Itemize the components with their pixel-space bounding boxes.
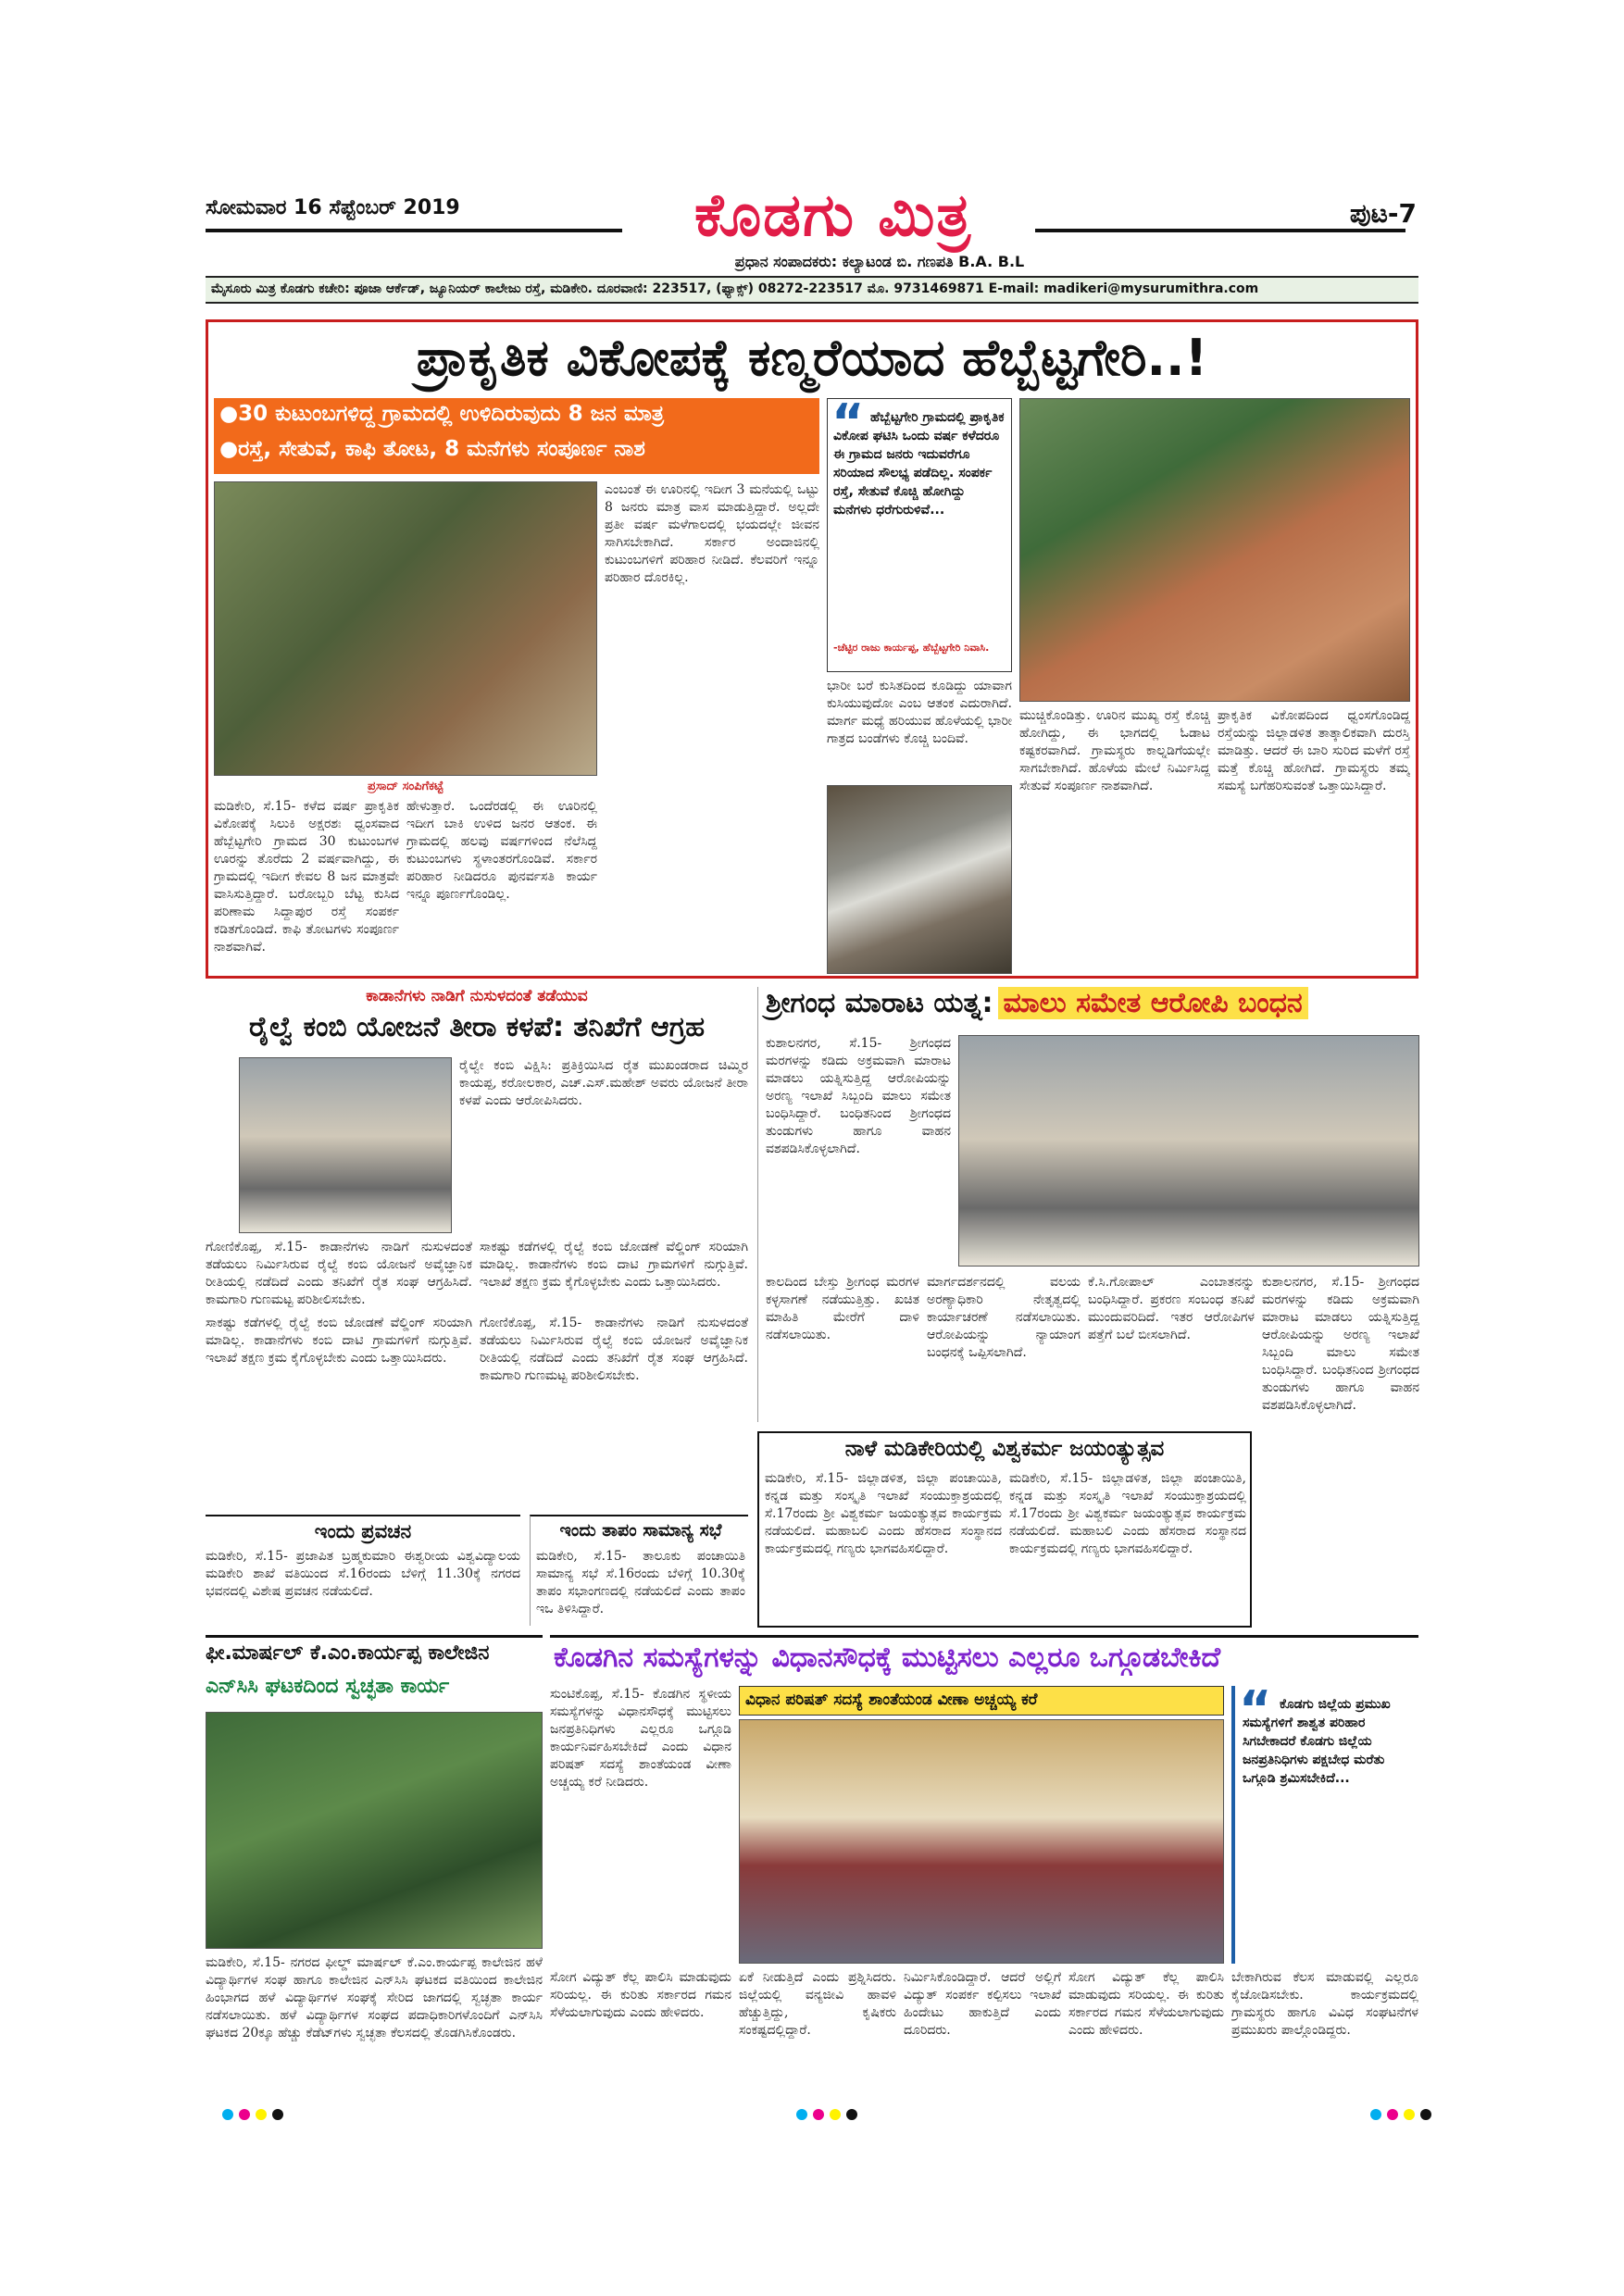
masthead: [0, 0, 1624, 306]
arrest-photo: [958, 1035, 1419, 1267]
railway-body-continued-2: ಗೋಣಿಕೊಪ್ಪ, ಸೆ.15- ಕಾಡಾನೆಗಳು ನಾಡಿಗೆ ನುಸುಳದಂತೆ ತಡೆಯಲು ನಿರ್ಮಿಸಿರುವ ರೈಲ್ವೆ ಕಂಬಿ ಯೋಜನೆ ಅವೈಜ್ಞಾನಿಕ ರೀತಿಯಲ್ಲಿ ನಡೆದಿದೆ ಎಂದು ತನಿಖೆಗೆ ರೈತ ಸಂಘ ಆಗ್ರಹಿಸಿದೆ. ಕಾಮಗಾರಿ ಗುಣಮಟ್ಟ ಪರಿಶೀಲಿಸಬೇಕು.: [480, 1316, 748, 1383]
sandal-story: [757, 987, 1418, 1422]
college-subhead: ಎನ್‌ಸಿಸಿ ಘಟಕದಿಂದ ಸ್ವಚ್ಛತಾ ಕಾರ್ಯ: [206, 1675, 450, 1698]
lead-body-col3: ಎಂಬಂತೆ ಈ ಊರಿನಲ್ಲಿ ಇದೀಗ 3 ಮನೆಯಲ್ಲಿ ಒಟ್ಟು 8 ಜನರು ಮಾತ್ರ ವಾಸ ಮಾಡುತ್ತಿದ್ದಾರೆ. ಅಲ್ಲದೇ ಪ್ರತೀ ವರ್ಷ ಮಳೆಗಾಲದಲ್ಲಿ ಭಯದಲ್ಲೇ ಜೀವನ ಸಾಗಿಸಬೇಕಾಗಿದೆ. ಸರ್ಕಾರ ಅಂದಾಜಿನಲ್ಲಿ ಕುಟುಂಬಗಳಿಗೆ ಪರಿಹಾರ ನೀಡಿದೆ. ಕೆಲವರಿಗೆ ಇನ್ನೂ ಪರಿಹಾರ ದೊರಕಿಲ್ಲ.: [605, 482, 819, 585]
lead-subhead-1: ●30 ಕುಟುಂಬಗಳಿದ್ದ ಗ್ರಾಮದಲ್ಲಿ ಉಳಿದಿರುವುದು 8 ಜನ ಮಾತ್ರ: [219, 402, 664, 426]
ncc-cleanup-photo: [206, 1712, 543, 1949]
issue-date: ಸೋಮವಾರ 16 ಸೆಪ್ಟೆಂಬರ್ 2019: [206, 196, 460, 219]
sandal-headline-black: ಶ್ರೀಗಂಧ ಮಾರಾಟ ಯತ್ನ:: [766, 987, 993, 1019]
sandal-body-1: ಕುಶಾಲನಗರ, ಸೆ.15- ಶ್ರೀಗಂಧದ ಮರಗಳನ್ನು ಕಡಿದು ಅಕ್ರಮವಾಗಿ ಮಾರಾಟ ಮಾಡಲು ಯತ್ನಿಸುತ್ತಿದ್ದ ಆರೋಪಿಯನ್ನು ಅರಣ್ಯ ಇಲಾಖೆ ಸಿಬ್ಬಂದಿ ಮಾಲು ಸಮೇತ ಬಂಧಿಸಿದ್ದಾರೆ. ಬಂಧಿತನಿಂದ ಶ್ರೀಗಂಧದ ತುಂಡುಗಳು ಹಾಗೂ ವಾಹನ ವಶಪಡಿಸಿಕೊಳ್ಳಲಾಗಿದೆ.: [766, 1036, 951, 1156]
lead-quote-author: -ಚೆಟ್ಟಿರ ರಾಜು ಕಾರ್ಯಪ್ಪ, ಹೆಬ್ಬೆಟ್ಟಗೇರಿ ನಿವಾಸಿ.: [833, 642, 990, 654]
railway-body-continued-1: ಸಾಕಷ್ಟು ಕಡೆಗಳಲ್ಲಿ ರೈಲ್ವೆ ಕಂಬಿ ಜೋಡಣೆ ವೆಲ್ಡಿಂಗ್ ಸರಿಯಾಗಿ ಮಾಡಿಲ್ಲ. ಕಾಡಾನೆಗಳು ಕಂಬಿ ದಾಟಿ ಗ್ರಾಮಗಳಿಗೆ ನುಗ್ಗುತ್ತಿವೆ. ಇಲಾಖೆ ತಕ್ಷಣ ಕ್ರಮ ಕೈಗೊಳ್ಳಬೇಕು ಎಂದು ಒತ್ತಾಯಿಸಿದರು.: [206, 1316, 472, 1366]
lead-body-col5: ಮುಚ್ಚಿಕೊಂಡಿತ್ತು. ಊರಿನ ಮುಖ್ಯ ರಸ್ತೆ ಕೊಚ್ಚಿ ಹೋಗಿದ್ದು, ಈ ಭಾಗದಲ್ಲಿ ಓಡಾಟ ಕಷ್ಟಕರವಾಗಿದೆ. ಗ್ರಾಮಸ್ಥರು ಕಾಲ್ನಡಿಗೆಯಲ್ಲೇ ಸಾಗಬೇಕಾಗಿದೆ. ಹೊಳೆಯ ಮೇಲೆ ನಿರ್ಮಿಸಿದ್ದ ಸೇತುವೆ ಸಂಪೂರ್ಣ ನಾಶವಾಗಿದೆ.: [1019, 708, 1210, 793]
contact-strip: [206, 276, 1418, 304]
lead-body-col4: ಭಾರೀ ಬರೆ ಕುಸಿತದಿಂದ ಕೂಡಿದ್ದು ಯಾವಾಗ ಕುಸಿಯುವುದೋ ಎಂಬ ಆತಂಕ ಎದುರಾಗಿದೆ. ಮಾರ್ಗ ಮಧ್ಯೆ ಹರಿಯುವ ಹೊಳೆಯಲ್ಲಿ ಭಾರೀ ಗಾತ್ರದ ಬಂಡೆಗಳು ಕೊಚ್ಚಿ ಬಂದಿವೆ.: [827, 679, 1012, 746]
lead-headline: ಪ್ರಾಕೃತಿಕ ವಿಕೋಪಕ್ಕೆ ಕಣ್ಮರೆಯಾದ ಹೆಬ್ಬೆಟ್ಟಗೇರಿ..!: [416, 329, 1208, 387]
kodagu-body-6: ಬೇಕಾಗಿರುವ ಕೆಲಸ ಮಾಡುವಲ್ಲಿ ಎಲ್ಲರೂ ಕೈಜೋಡಿಸಬೇಕು. ಕಾರ್ಯಕ್ರಮದಲ್ಲಿ ಗ್ರಾಮಸ್ಥರು ಹಾಗೂ ವಿವಿಧ ಸಂಘಟನೆಗಳ ಪ್ರಮುಖರು ಪಾಲ್ಗೊಂಡಿದ್ದರು.: [1231, 1970, 1418, 2038]
kodagu-subhead: ವಿಧಾನ ಪರಿಷತ್ ಸದಸ್ಯೆ ಶಾಂತೆಯಂಡ ವೀಣಾ ಅಚ್ಚಯ್ಯ ಕರೆ: [745, 1691, 1038, 1709]
pravachana-body: ಮಡಿಕೇರಿ, ಸೆ.15- ಪ್ರಜಾಪಿತ ಬ್ರಹ್ಮಕುಮಾರಿ ಈಶ್ವರೀಯ ವಿಶ್ವವಿದ್ಯಾಲಯ ಮಡಿಕೇರಿ ಶಾಖೆ ವತಿಯಿಂದ ಸೆ.16ರಂದು ಬೆಳಿಗ್ಗೆ 11.30ಕ್ಕೆ ನಗರದ ಭವನದಲ್ಲಿ ವಿಶೇಷ ಪ್ರವಚನ ನಡೆಯಲಿದೆ.: [206, 1549, 520, 1599]
college-headline: ಫೀ.ಮಾರ್ಷಲ್ ಕೆ.ಎಂ.ಕಾರ್ಯಪ್ಪ ಕಾಲೇಜಿನ: [206, 1641, 490, 1665]
kodagu-quote-text: ಕೊಡಗು ಜಿಲ್ಲೆಯ ಪ್ರಮುಖ ಸಮಸ್ಯೆಗಳಿಗೆ ಶಾಶ್ವತ ಪರಿಹಾರ ಸಿಗಬೇಕಾದರೆ ಕೊಡಗು ಜಿಲ್ಲೆಯ ಜನಪ್ರತಿನಿಧಿಗಳು ಪಕ್ಷಬೇಧ ಮರೆತು ಒಗ್ಗೂಡಿ ಶ್ರಮಿಸಬೇಕಿದೆ...: [1243, 1697, 1391, 1786]
kodagu-body-3: ಏಕೆ ನೀಡುತ್ತಿದೆ ಎಂದು ಪ್ರಶ್ನಿಸಿದರು. ಜಿಲ್ಲೆಯಲ್ಲಿ ವನ್ಯಜೀವಿ ಹಾವಳಿ ಹೆಚ್ಚುತ್ತಿದ್ದು, ಕೃಷಿಕರು ಸಂಕಷ್ಟದಲ್ಲಿದ್ದಾರೆ.: [739, 1970, 896, 2038]
sandal-headline-red: ಮಾಲು ಸಮೇತ ಆರೋಪಿ ಬಂಧನ: [998, 987, 1308, 1019]
newspaper-title: ಕೊಡಗು ಮಿತ್ರ: [693, 181, 972, 250]
kodagu-body-1: ಸುಂಟಿಕೊಪ್ಪ, ಸೆ.15- ಕೊಡಗಿನ ಸ್ಥಳೀಯ ಸಮಸ್ಯೆಗಳನ್ನು ವಿಧಾನಸೌಧಕ್ಕೆ ಮುಟ್ಟಿಸಲು ಜನಪ್ರತಿನಿಧಿಗಳು ಎಲ್ಲರೂ ಒಗ್ಗೂಡಿ ಕಾರ್ಯನಿರ್ವಹಿಸಬೇಕಿದೆ ಎಂದು ವಿಧಾನ ಪರಿಷತ್ ಸದಸ್ಯೆ ಶಾಂತೆಯಂಡ ವೀಣಾ ಅಚ್ಚಯ್ಯ ಕರೆ ನೀಡಿದರು.: [550, 1687, 731, 1790]
vishwakarma-body-2: ಮಡಿಕೇರಿ, ಸೆ.15- ಜಿಲ್ಲಾಡಳಿತ, ಜಿಲ್ಲಾ ಪಂಚಾಯಿತಿ, ಕನ್ನಡ ಮತ್ತು ಸಂಸ್ಕೃತಿ ಇಲಾಖೆ ಸಂಯುಕ್ತಾಶ್ರಯದಲ್ಲಿ ಸೆ.17ರಂದು ಶ್ರೀ ವಿಶ್ವಕರ್ಮ ಜಯಂತ್ಯುತ್ಸವ ಕಾರ್ಯಕ್ರಮ ನಡೆಯಲಿದೆ. ಮಹಾಬಲಿ ಎಂದು ಹೆಸರಾದ ಸಂಸ್ಥಾನದ ಕಾರ್ಯಕ್ರಮದಲ್ಲಿ ಗಣ್ಯರು ಭಾಗವಹಿಸಲಿದ್ದಾರೆ.: [1009, 1471, 1246, 1556]
pravachana-notice: [206, 1515, 520, 1626]
lead-body-col1: ಮಡಿಕೇರಿ, ಸೆ.15- ಕಳೆದ ವರ್ಷ ಪ್ರಾಕೃತಿಕ ವಿಕೋಪಕ್ಕೆ ಸಿಲುಕಿ ಅಕ್ಷರಶಃ ಧ್ವಂಸವಾದ ಹೆಬ್ಬೆಟ್ಟಗೇರಿ ಗ್ರಾಮದ 30 ಕುಟುಂಬಗಳ ಊರನ್ನು ತೊರೆದು 2 ವರ್ಷವಾಗಿದ್ದು, ಈ ಗ್ರಾಮದಲ್ಲಿ ಇದೀಗ ಕೇವಲ 8 ಜನ ಮಾತ್ರವೇ ವಾಸಿಸುತ್ತಿದ್ದಾರೆ. ಬರೋಬ್ಬರಿ ಬೆಟ್ಟ ಕುಸಿದ ಪರಿಣಾಮ ಸಿದ್ದಾಪುರ ರಸ್ತೆ ಸಂಪರ್ಕ ಕಡಿತಗೊಂಡಿದೆ. ಕಾಫಿ ತೋಟಗಳು ಸಂಪೂರ್ಣ ನಾಶವಾಗಿವೆ.: [214, 799, 399, 955]
editor-line: ಪ್ರಧಾನ ಸಂಪಾದಕರು: ಕಲ್ಯಾಟಂಡ ಬಿ. ಗಣಪತಿ B.A. B.L: [734, 253, 1025, 270]
taluk-body: ಮಡಿಕೇರಿ, ಸೆ.15- ತಾಲೂಕು ಪಂಚಾಯಿತಿ ಸಾಮಾನ್ಯ ಸಭೆ ಸೆ.16ರಂದು ಬೆಳಿಗ್ಗೆ 10.30ಕ್ಕೆ ತಾಪಂ ಸಭಾಂಗಣದಲ್ಲಿ ನಡೆಯಲಿದೆ ಎಂದು ತಾಪಂ ಇಒ ತಿಳಿಸಿದ್ದಾರೆ.: [536, 1549, 745, 1616]
sandal-body-3: ಮಾರ್ಗದರ್ಶನದಲ್ಲಿ ವಲಯ ಅರಣ್ಯಾಧಿಕಾರಿ ನೇತೃತ್ವದಲ್ಲಿ ಕಾರ್ಯಾಚರಣೆ ನಡೆಸಲಾಯಿತು. ಆರೋಪಿಯನ್ನು ನ್ಯಾಯಾಂಗ ಬಂಧನಕ್ಕೆ ಒಪ್ಪಿಸಲಾಗಿದೆ.: [927, 1275, 1081, 1360]
college-story: [206, 1635, 543, 2098]
sandal-headline: [766, 987, 1419, 1028]
lead-quote-text: ಹೆಬ್ಬೆಟ್ಟಗೇರಿ ಗ್ರಾಮದಲ್ಲಿ ಪ್ರಾಕೃತಿಕ ವಿಕೋಪ ಘಟಿಸಿ ಒಂದು ವರ್ಷ ಕಳೆದರೂ ಈ ಗ್ರಾಮದ ಜನರು ಇದುವರೆಗೂ ಸರಿಯಾದ ಸೌಲಭ್ಯ ಪಡೆದಿಲ್ಲ. ಸಂಪರ್ಕ ರಸ್ತೆ, ಸೇತುವೆ ಕೊಚ್ಚಿ ಹೋಗಿದ್ದು ಮನೆಗಳು ಧರೆಗುರುಳಿವೆ...: [833, 410, 1005, 518]
pravachana-headline: ಇಂದು ಪ್ರವಚನ: [314, 1520, 412, 1542]
taluk-headline: ಇಂದು ತಾಪಂ ಸಾಮಾನ್ಯ ಸಭೆ: [559, 1520, 722, 1541]
lead-story: [206, 319, 1418, 979]
lead-subhead-2: ●ರಸ್ತೆ, ಸೇತುವೆ, ಕಾಫಿ ತೋಟ, 8 ಮನೆಗಳು ಸಂಪೂರ್ಣ ನಾಶ: [219, 437, 645, 461]
stage-event-photo: [739, 1719, 1224, 1964]
landslide-road-photo: [1019, 398, 1410, 702]
registration-marks: [0, 2102, 1624, 2129]
kodagu-quote-mark-icon: “: [1239, 1680, 1272, 1727]
kodagu-headline: ಕೊಡಗಿನ ಸಮಸ್ಯೆಗಳನ್ನು ವಿಧಾನಸೌಧಕ್ಕೆ ಮುಟ್ಟಿಸಲು ಎಲ್ಲರೂ ಒಗ್ಗೂಡಬೇಕಿದೆ: [554, 1641, 1221, 1674]
vishwakarma-headline: ನಾಳೆ ಮಡಿಕೇರಿಯಲ್ಲಿ ವಿಶ್ವಕರ್ಮ ಜಯಂತ್ಯುತ್ಸವ: [844, 1437, 1165, 1461]
lead-body-col2: ಹೇಳುತ್ತಾರೆ. ಒಂದೆರಡಲ್ಲಿ ಈ ಊರಿನಲ್ಲಿ ಇದೀಗ ಬಾಕಿ ಉಳಿದ ಜನರ ಆತಂಕ. ಈ ಗ್ರಾಮದಲ್ಲಿ ಹಲವು ವರ್ಷಗಳಿಂದ ನೆಲೆಸಿದ್ದ ಕುಟುಂಬಗಳು ಸ್ಥಳಾಂತರಗೊಂಡಿವೆ. ಸರ್ಕಾರ ಪರಿಹಾರ ನೀಡಿದರೂ ಪುನರ್ವಸತಿ ಕಾರ್ಯ ಇನ್ನೂ ಪೂರ್ಣಗೊಂಡಿಲ್ಲ.: [406, 799, 597, 902]
college-body: ಮಡಿಕೇರಿ, ಸೆ.15- ನಗರದ ಫೀಲ್ಡ್ ಮಾರ್ಷಲ್ ಕೆ.ಎಂ.ಕಾರ್ಯಪ್ಪ ಕಾಲೇಜಿನ ಹಳೆ ವಿದ್ಯಾರ್ಥಿಗಳ ಸಂಘ ಹಾಗೂ ಕಾಲೇಜಿನ ಎನ್‌ಸಿಸಿ ಘಟಕದ ವತಿಯಿಂದ ಕಾಲೇಜಿನ ಹಿಂಭಾಗದ ಹಳೆ ವಿದ್ಯಾರ್ಥಿಗಳ ಸಂಘಕ್ಕೆ ಸೇರಿದ ಜಾಗದಲ್ಲಿ ಸ್ವಚ್ಛತಾ ಕಾರ್ಯ ನಡೆಸಲಾಯಿತು. ಹಳೆ ವಿದ್ಯಾರ್ಥಿಗಳ ಸಂಘದ ಪದಾಧಿಕಾರಿಗಳೊಂದಿಗೆ ಎನ್‌ಸಿಸಿ ಘಟಕದ 20ಕ್ಕೂ ಹೆಚ್ಚು ಕೆಡೆಟ್‌ಗಳು ಸ್ವಚ್ಛತಾ ಕೆಲಸದಲ್ಲಿ ತೊಡಗಿಸಿಕೊಂಡರು.: [206, 1955, 543, 2040]
sandal-body-5: ಕುಶಾಲನಗರ, ಸೆ.15- ಶ್ರೀಗಂಧದ ಮರಗಳನ್ನು ಕಡಿದು ಅಕ್ರಮವಾಗಿ ಮಾರಾಟ ಮಾಡಲು ಯತ್ನಿಸುತ್ತಿದ್ದ ಆರೋಪಿಯನ್ನು ಅರಣ್ಯ ಇಲಾಖೆ ಸಿಬ್ಬಂದಿ ಮಾಲು ಸಮೇತ ಬಂಧಿಸಿದ್ದಾರೆ. ಬಂಧಿತನಿಂದ ಶ್ರೀಗಂಧದ ತುಂಡುಗಳು ಹಾಗೂ ವಾಹನ ವಶಪಡಿಸಿಕೊಳ್ಳಲಾಗಿದೆ.: [1262, 1275, 1419, 1413]
quote-mark-icon: “: [831, 393, 865, 440]
railway-kicker: ಕಾಡಾನೆಗಳು ನಾಡಿಗೆ ನುಸುಳದಂತೆ ತಡೆಯುವ: [366, 987, 588, 1005]
photo-credit: ಪ್ರಸಾದ್ ಸಂಪಿಗೆಕಟ್ಟೆ: [368, 780, 443, 793]
sandal-body-2: ಕಾಲದಿಂದ ಬೇಸ್ತು ಶ್ರೀಗಂಧ ಮರಗಳ ಕಳ್ಳಸಾಗಣೆ ನಡೆಯುತ್ತಿತ್ತು. ಖಚಿತ ಮಾಹಿತಿ ಮೇರೆಗೆ ದಾಳಿ ನಡೆಸಲಾಯಿತು.: [766, 1275, 919, 1342]
lead-subhead-box: [214, 398, 819, 474]
railway-body-3: ಸಾಕಷ್ಟು ಕಡೆಗಳಲ್ಲಿ ರೈಲ್ವೆ ಕಂಬಿ ಜೋಡಣೆ ವೆಲ್ಡಿಂಗ್ ಸರಿಯಾಗಿ ಮಾಡಿಲ್ಲ. ಕಾಡಾನೆಗಳು ಕಂಬಿ ದಾಟಿ ಗ್ರಾಮಗಳಿಗೆ ನುಗ್ಗುತ್ತಿವೆ. ಇಲಾಖೆ ತಕ್ಷಣ ಕ್ರಮ ಕೈಗೊಳ್ಳಬೇಕು ಎಂದು ಒತ್ತಾಯಿಸಿದರು.: [480, 1240, 748, 1290]
kodagu-body-5: ಸೋಗ ವಿದ್ಯುತ್ ಕೆಲ್ಲ ಪಾಲಿಸಿ ಮಾಡುವುದು ಸರಿಯಲ್ಲ. ಈ ಕುರಿತು ಸರ್ಕಾರದ ಗಮನ ಸೆಳೆಯಲಾಗುವುದು ಎಂದು ಹೇಳಿದರು.: [1068, 1970, 1224, 2038]
railway-body-1: ರೈಲ್ವೇ ಕಂಬಿ ವಿಕ್ಷಿಸಿ: ಪ್ರತಿಕ್ರಿಯಿಸಿದ ರೈತ ಮುಖಂಡರಾದ ಚಿಮ್ಮಿರ ಕಾಯಪ್ಪ, ಕರೋಲಕಾರ, ಎಚ್.ಎಸ್.ಮಹೇಶ್ ಅವರು ಯೋಜನೆ ತೀರಾ ಕಳಪೆ ಎಂದು ಆರೋಪಿಸಿದರು.: [459, 1058, 748, 1108]
kodagu-body-4: ನಿರ್ಮಿಸಿಕೊಂಡಿದ್ದಾರೆ. ಆದರೆ ಅಲ್ಲಿಗೆ ವಿದ್ಯುತ್ ಸಂಪರ್ಕ ಕಲ್ಪಿಸಲು ಇಲಾಖೆ ಹಿಂದೇಟು ಹಾಕುತ್ತಿದೆ ಎಂದು ದೂರಿದರು.: [904, 1970, 1061, 2038]
kodagu-body-2: ಸೋಗ ವಿದ್ಯುತ್ ಕೆಲ್ಲ ಪಾಲಿಸಿ ಮಾಡುವುದು ಸರಿಯಲ್ಲ. ಈ ಕುರಿತು ಸರ್ಕಾರದ ಗಮನ ಸೆಳೆಯಲಾಗುವುದು ಎಂದು ಹೇಳಿದರು.: [550, 1970, 731, 2020]
page-number: ಪುಟ-7: [1349, 198, 1417, 229]
railway-story: [206, 987, 748, 1311]
river-photo: [827, 785, 1012, 974]
kodagu-story: [550, 1635, 1418, 2098]
contact-strip-text: ಮೈಸೂರು ಮಿತ್ರ ಕೊಡಗು ಕಚೇರಿ: ಪೂಜಾ ಆರ್ಕೆಡ್, ಜ್ಯೂನಿಯರ್ ಕಾಲೇಜು ರಸ್ತೆ, ಮಡಿಕೇರಿ. ದೂರವಾಣಿ: 223517, (ಫ್ಯಾಕ್ಸ್) 08272-223517 ಮೊ. 9731469871 E-mail: madikeri@mysurumithra.com: [211, 281, 1259, 296]
railway-body-extra: [206, 1315, 748, 1509]
kodagu-quote-box: [1231, 1680, 1418, 1964]
taluk-notice: [530, 1515, 748, 1626]
lead-body-col6: ಪ್ರಾಕೃತಿಕ ವಿಕೋಪದಿಂದ ಧ್ವಂಸಗೊಂಡಿದ್ದ ರಸ್ತೆಯನ್ನು ಜಿಲ್ಲಾಡಳಿತ ತಾತ್ಕಾಲಿಕವಾಗಿ ದುರಸ್ತಿ ಮಾಡಿತ್ತು. ಆದರೆ ಈ ಬಾರಿ ಸುರಿದ ಮಳೆಗೆ ರಸ್ತೆ ಮತ್ತೆ ಕೊಚ್ಚಿ ಹೋಗಿದೆ. ಗ್ರಾಮಸ್ಥರು ತಮ್ಮ ಸಮಸ್ಯೆ ಬಗೆಹರಿಸುವಂತೆ ಒತ್ತಾಯಿಸಿದ್ದಾರೆ.: [1218, 708, 1410, 793]
sandal-body-4: ಕೆ.ಸಿ.ಗೋಪಾಲ್ ಎಂಬಾತನನ್ನು ಬಂಧಿಸಿದ್ದಾರೆ. ಪ್ರಕರಣ ಸಂಬಂಧ ತನಿಖೆ ಮುಂದುವರಿದಿದೆ. ಇತರ ಆರೋಪಿಗಳ ಪತ್ತೆಗೆ ಬಲೆ ಬೀಸಲಾಗಿದೆ.: [1088, 1275, 1255, 1342]
house-ruins-photo: [214, 481, 597, 776]
vishwakarma-body-1: ಮಡಿಕೇರಿ, ಸೆ.15- ಜಿಲ್ಲಾಡಳಿತ, ಜಿಲ್ಲಾ ಪಂಚಾಯಿತಿ, ಕನ್ನಡ ಮತ್ತು ಸಂಸ್ಕೃತಿ ಇಲಾಖೆ ಸಂಯುಕ್ತಾಶ್ರಯದಲ್ಲಿ ಸೆ.17ರಂದು ಶ್ರೀ ವಿಶ್ವಕರ್ಮ ಜಯಂತ್ಯುತ್ಸವ ಕಾರ್ಯಕ್ರಮ ನಡೆಯಲಿದೆ. ಮಹಾಬಲಿ ಎಂದು ಹೆಸರಾದ ಸಂಸ್ಥಾನದ ಕಾರ್ಯಕ್ರಮದಲ್ಲಿ ಗಣ್ಯರು ಭಾಗವಹಿಸಲಿದ್ದಾರೆ.: [765, 1471, 1002, 1556]
railway-headline: ರೈಲ್ವೆ ಕಂಬಿ ಯೋಜನೆ ತೀರಾ ಕಳಪೆ: ತನಿಖೆಗೆ ಆಗ್ರಹ: [249, 1011, 705, 1043]
lead-quote-box: [827, 393, 1012, 672]
masthead-rule-left: [206, 229, 622, 232]
vishwakarma-story: [757, 1431, 1252, 1628]
railway-fence-photo: [239, 1057, 452, 1233]
kodagu-subhead-box: [739, 1686, 1224, 1716]
railway-body-2: ಗೋಣಿಕೊಪ್ಪ, ಸೆ.15- ಕಾಡಾನೆಗಳು ನಾಡಿಗೆ ನುಸುಳದಂತೆ ತಡೆಯಲು ನಿರ್ಮಿಸಿರುವ ರೈಲ್ವೆ ಕಂಬಿ ಯೋಜನೆ ಅವೈಜ್ಞಾನಿಕ ರೀತಿಯಲ್ಲಿ ನಡೆದಿದೆ ಎಂದು ತನಿಖೆಗೆ ರೈತ ಸಂಘ ಆಗ್ರಹಿಸಿದೆ. ಕಾಮಗಾರಿ ಗುಣಮಟ್ಟ ಪರಿಶೀಲಿಸಬೇಕು.: [206, 1240, 472, 1307]
